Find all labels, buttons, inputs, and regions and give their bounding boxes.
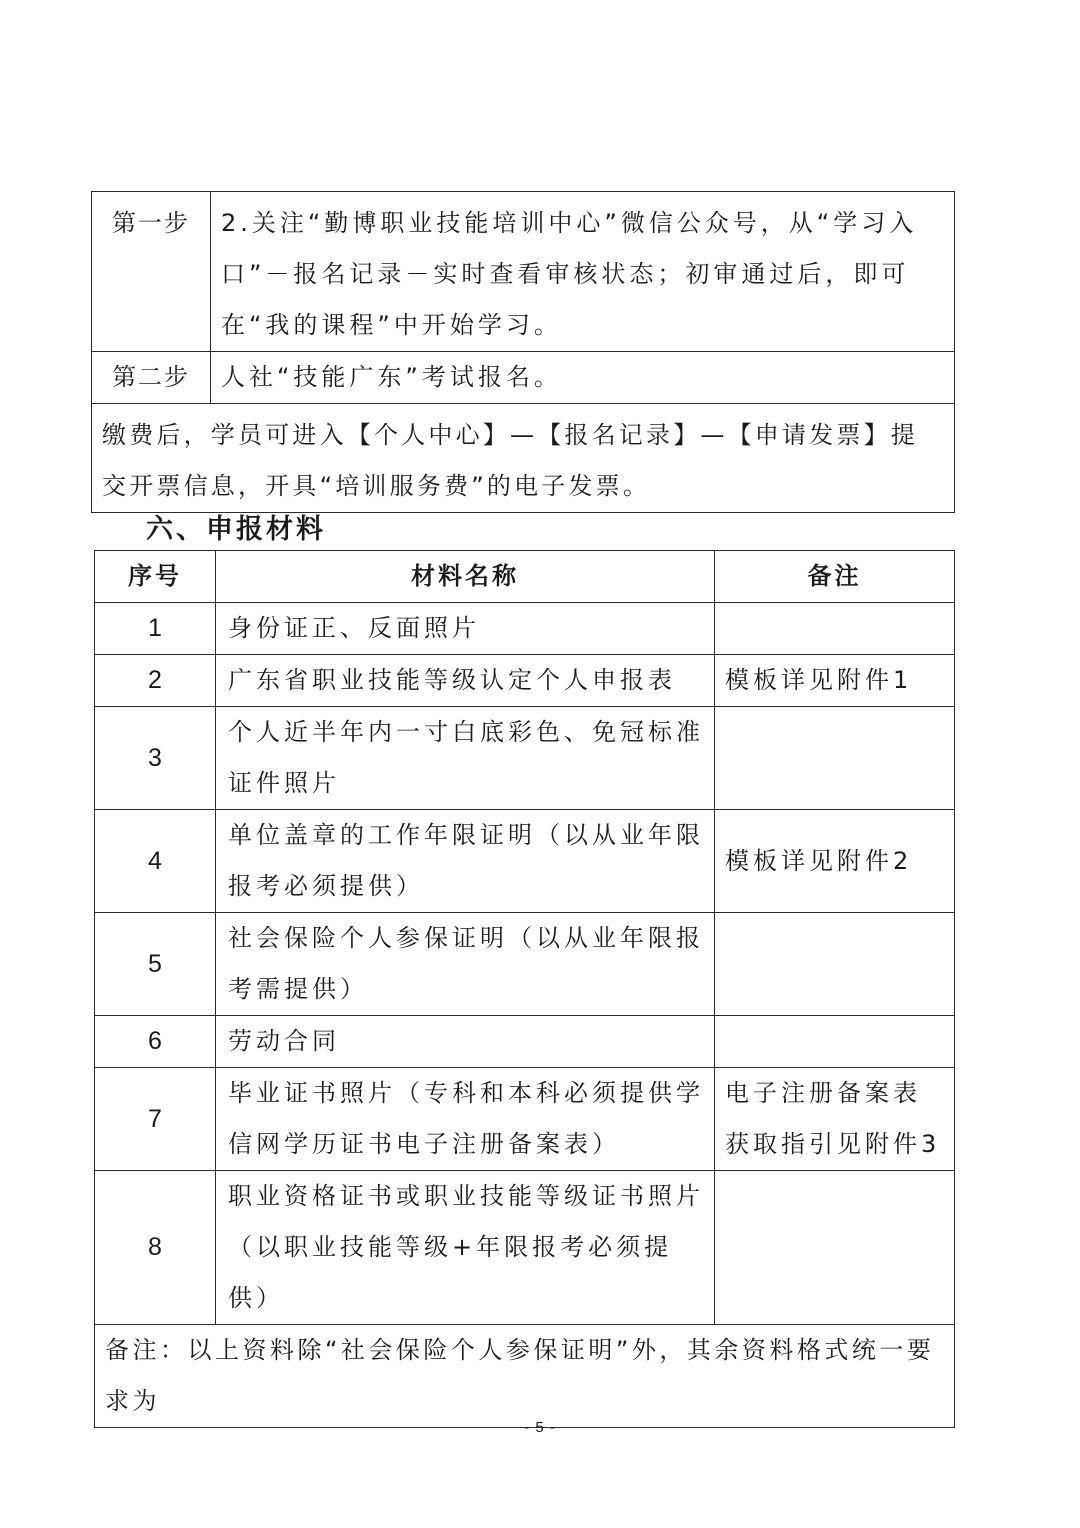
table-row xyxy=(95,1016,955,1068)
row-name: 单位盖章的工作年限证明（以从业年限报考必须提供） xyxy=(216,810,715,913)
row-note: 模板详见附件2 xyxy=(715,810,955,913)
step-content: 人社“技能广东”考试报名。 xyxy=(211,352,955,404)
row-name: 毕业证书照片（专科和本科必须提供学信网学历证书电子注册备案表） xyxy=(216,1068,715,1171)
table-row xyxy=(95,810,955,913)
row-index: 1 xyxy=(95,603,216,655)
row-name: 职业资格证书或职业技能等级证书照片（以职业技能等级+年限报考必须提供） xyxy=(216,1171,715,1325)
table-row xyxy=(95,603,955,655)
row-index: 8 xyxy=(95,1171,216,1325)
step-content-text: 2.关注“勤博职业技能培训中心”微信公众号，从“学习入口”－报名记录－实时查看审核状态；初审通过后，即可在“我的课程”中开始学习。 xyxy=(221,209,918,339)
row-index: 3 xyxy=(95,707,216,810)
invoice-note-row xyxy=(92,404,955,513)
row-note xyxy=(715,707,955,810)
row-name: 广东省职业技能等级认定个人申报表 xyxy=(216,655,715,707)
materials-remark: 备注：以上资料除“社会保险个人参保证明”外，其余资料格式统一要求为 xyxy=(95,1325,955,1428)
row-note: 电子注册备案表获取指引见附件3 xyxy=(715,1068,955,1171)
table-row xyxy=(95,655,955,707)
row-index: 7 xyxy=(95,1068,216,1171)
row-index: 5 xyxy=(95,913,216,1016)
row-name: 劳动合同 xyxy=(216,1016,715,1068)
step-row xyxy=(92,352,955,404)
steps-table xyxy=(91,191,955,513)
step-label: 第二步 xyxy=(92,352,211,404)
page-number: - 5 - xyxy=(524,1419,556,1436)
row-index: 4 xyxy=(95,810,216,913)
table-row xyxy=(95,707,955,810)
materials-table xyxy=(94,550,955,1428)
row-name: 个人近半年内一寸白底彩色、免冠标准证件照片 xyxy=(216,707,715,810)
step-label: 第一步 xyxy=(92,192,211,352)
invoice-note: 缴费后，学员可进入【个人中心】—【报名记录】—【申请发票】提交开票信息，开具“培训服务费”的电子发票。 xyxy=(92,404,955,513)
step-row xyxy=(92,192,955,352)
table-row xyxy=(95,1068,955,1171)
section-heading: 六、申报材料 xyxy=(146,514,326,545)
row-note xyxy=(715,1016,955,1068)
row-name: 身份证正、反面照片 xyxy=(216,603,715,655)
header-index: 序号 xyxy=(95,551,216,603)
header-name: 材料名称 xyxy=(216,551,715,603)
row-note xyxy=(715,603,955,655)
table-row xyxy=(95,1171,955,1325)
row-note xyxy=(715,1171,955,1325)
remark-row xyxy=(95,1325,955,1428)
step-content xyxy=(211,192,955,352)
table-row xyxy=(95,913,955,1016)
table-header-row xyxy=(95,551,955,603)
header-note: 备注 xyxy=(715,551,955,603)
row-name: 社会保险个人参保证明（以从业年限报考需提供） xyxy=(216,913,715,1016)
row-index: 2 xyxy=(95,655,216,707)
row-note: 模板详见附件1 xyxy=(715,655,955,707)
row-index: 6 xyxy=(95,1016,216,1068)
row-note xyxy=(715,913,955,1016)
